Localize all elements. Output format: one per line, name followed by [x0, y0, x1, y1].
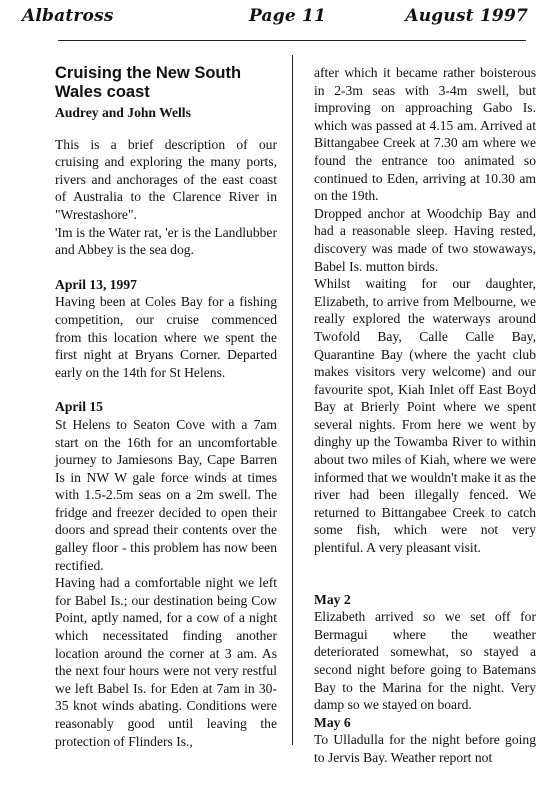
section-paragraph: To Ulladulla for the night before going to Jervis Bay. Weather report not [314, 732, 536, 765]
column-divider [292, 55, 293, 745]
continued-paragraph: Whilst waiting for our daughter, Elizabeth, to arrive from Melbourne, we really explored the waterways around Twofold Bay, Calle Calle Bay, Quarantine Bay (where the yacht club makes visitors very welcome) and our favourite spot, Kiah Inlet off East Boyd Bay at Brierly Point where we spent several nights. From here we went by dinghy up the Towamba River to within about two miles of Kiah, where we were informed that we wouldn't make it as the river had been illegally fenced. We returned to Bittangabee Creek to catch some fish, which were not very plentiful. A very pleasant visit. [314, 276, 536, 556]
spacer [314, 574, 536, 591]
left-column [55, 64, 277, 750]
continued-paragraph: after which it became rather boisterous in 2-3m seas with 3-4m swell, but improving on approaching Gabo Is. which was passed at 4.15 am. Arrived at Bittangabee Creek at 7.30 am where we found the entrance too animated so continued to Eden, arriving at 10.30 am on the 19th. [314, 65, 536, 204]
section-heading: April 13, 1997 [55, 276, 137, 292]
section-paragraph: Having had a comfortable night we left for Babel Is.; our destination being Cow Point, aptly named, for a cow of a night which necessitated finding another location around the corner at 3 am. As the next four hours were not very restful we left Babel Is. for Eden at 7am in 30-35 knot winds abating. Conditions were reasonably good until leaving the protection of Flinders Is., [55, 575, 277, 749]
header-rule [58, 40, 526, 41]
article-title: Cruising the New South Wales coast [55, 64, 242, 101]
section-heading: May 2 [314, 591, 351, 607]
intro-paragraph: This is a brief description of our cruising and exploring the many ports, rivers and anchorages of the east coast of Australia to the Clarence River in "Wrestashore". [55, 136, 277, 222]
page-number: Page 11 [249, 6, 327, 26]
section-heading: May 6 [314, 714, 351, 730]
spacer [314, 557, 536, 574]
section-paragraph: Having been at Coles Bay for a fishing competition, our cruise commenced from this location where we spent the first night at Bryans Corner. Departed early on the 14th for St Helens. [55, 294, 277, 380]
spacer [55, 259, 277, 276]
intro-paragraph: 'Im is the Water rat, 'er is the Landlubber and Abbey is the sea dog. [55, 224, 277, 258]
section-heading: April 15 [55, 399, 103, 415]
issue-date: August 1997 [405, 6, 528, 26]
section-paragraph: Elizabeth arrived so we set off for Bermagui where the weather deteriorated somewhat, so stayed a second night before going to Batemans Bay to the Marina for the night. Very damp so we stayed on board. [314, 609, 536, 713]
section-paragraph: St Helens to Seaton Cove with a 7am start on the 16th for an uncomfortable journey to Jamiesons Bay, Cape Barren Is in NW W gale force winds at times with 1.5-2.5m seas on a 2m swell. The fridge and freezer decided to open their doors and spread their contents over the galley floor - this problem has now been rectified. [55, 416, 277, 573]
article-authors: Audrey and John Wells [55, 105, 191, 120]
right-column [314, 64, 536, 767]
publication-name: Albatross [22, 6, 114, 26]
continued-paragraph: Dropped anchor at Woodchip Bay and had a reasonable sleep. Having rested, discovery was made of two stowaways, Babel Is. mutton birds. [314, 205, 536, 274]
page-header [22, 6, 528, 34]
spacer [55, 381, 277, 398]
